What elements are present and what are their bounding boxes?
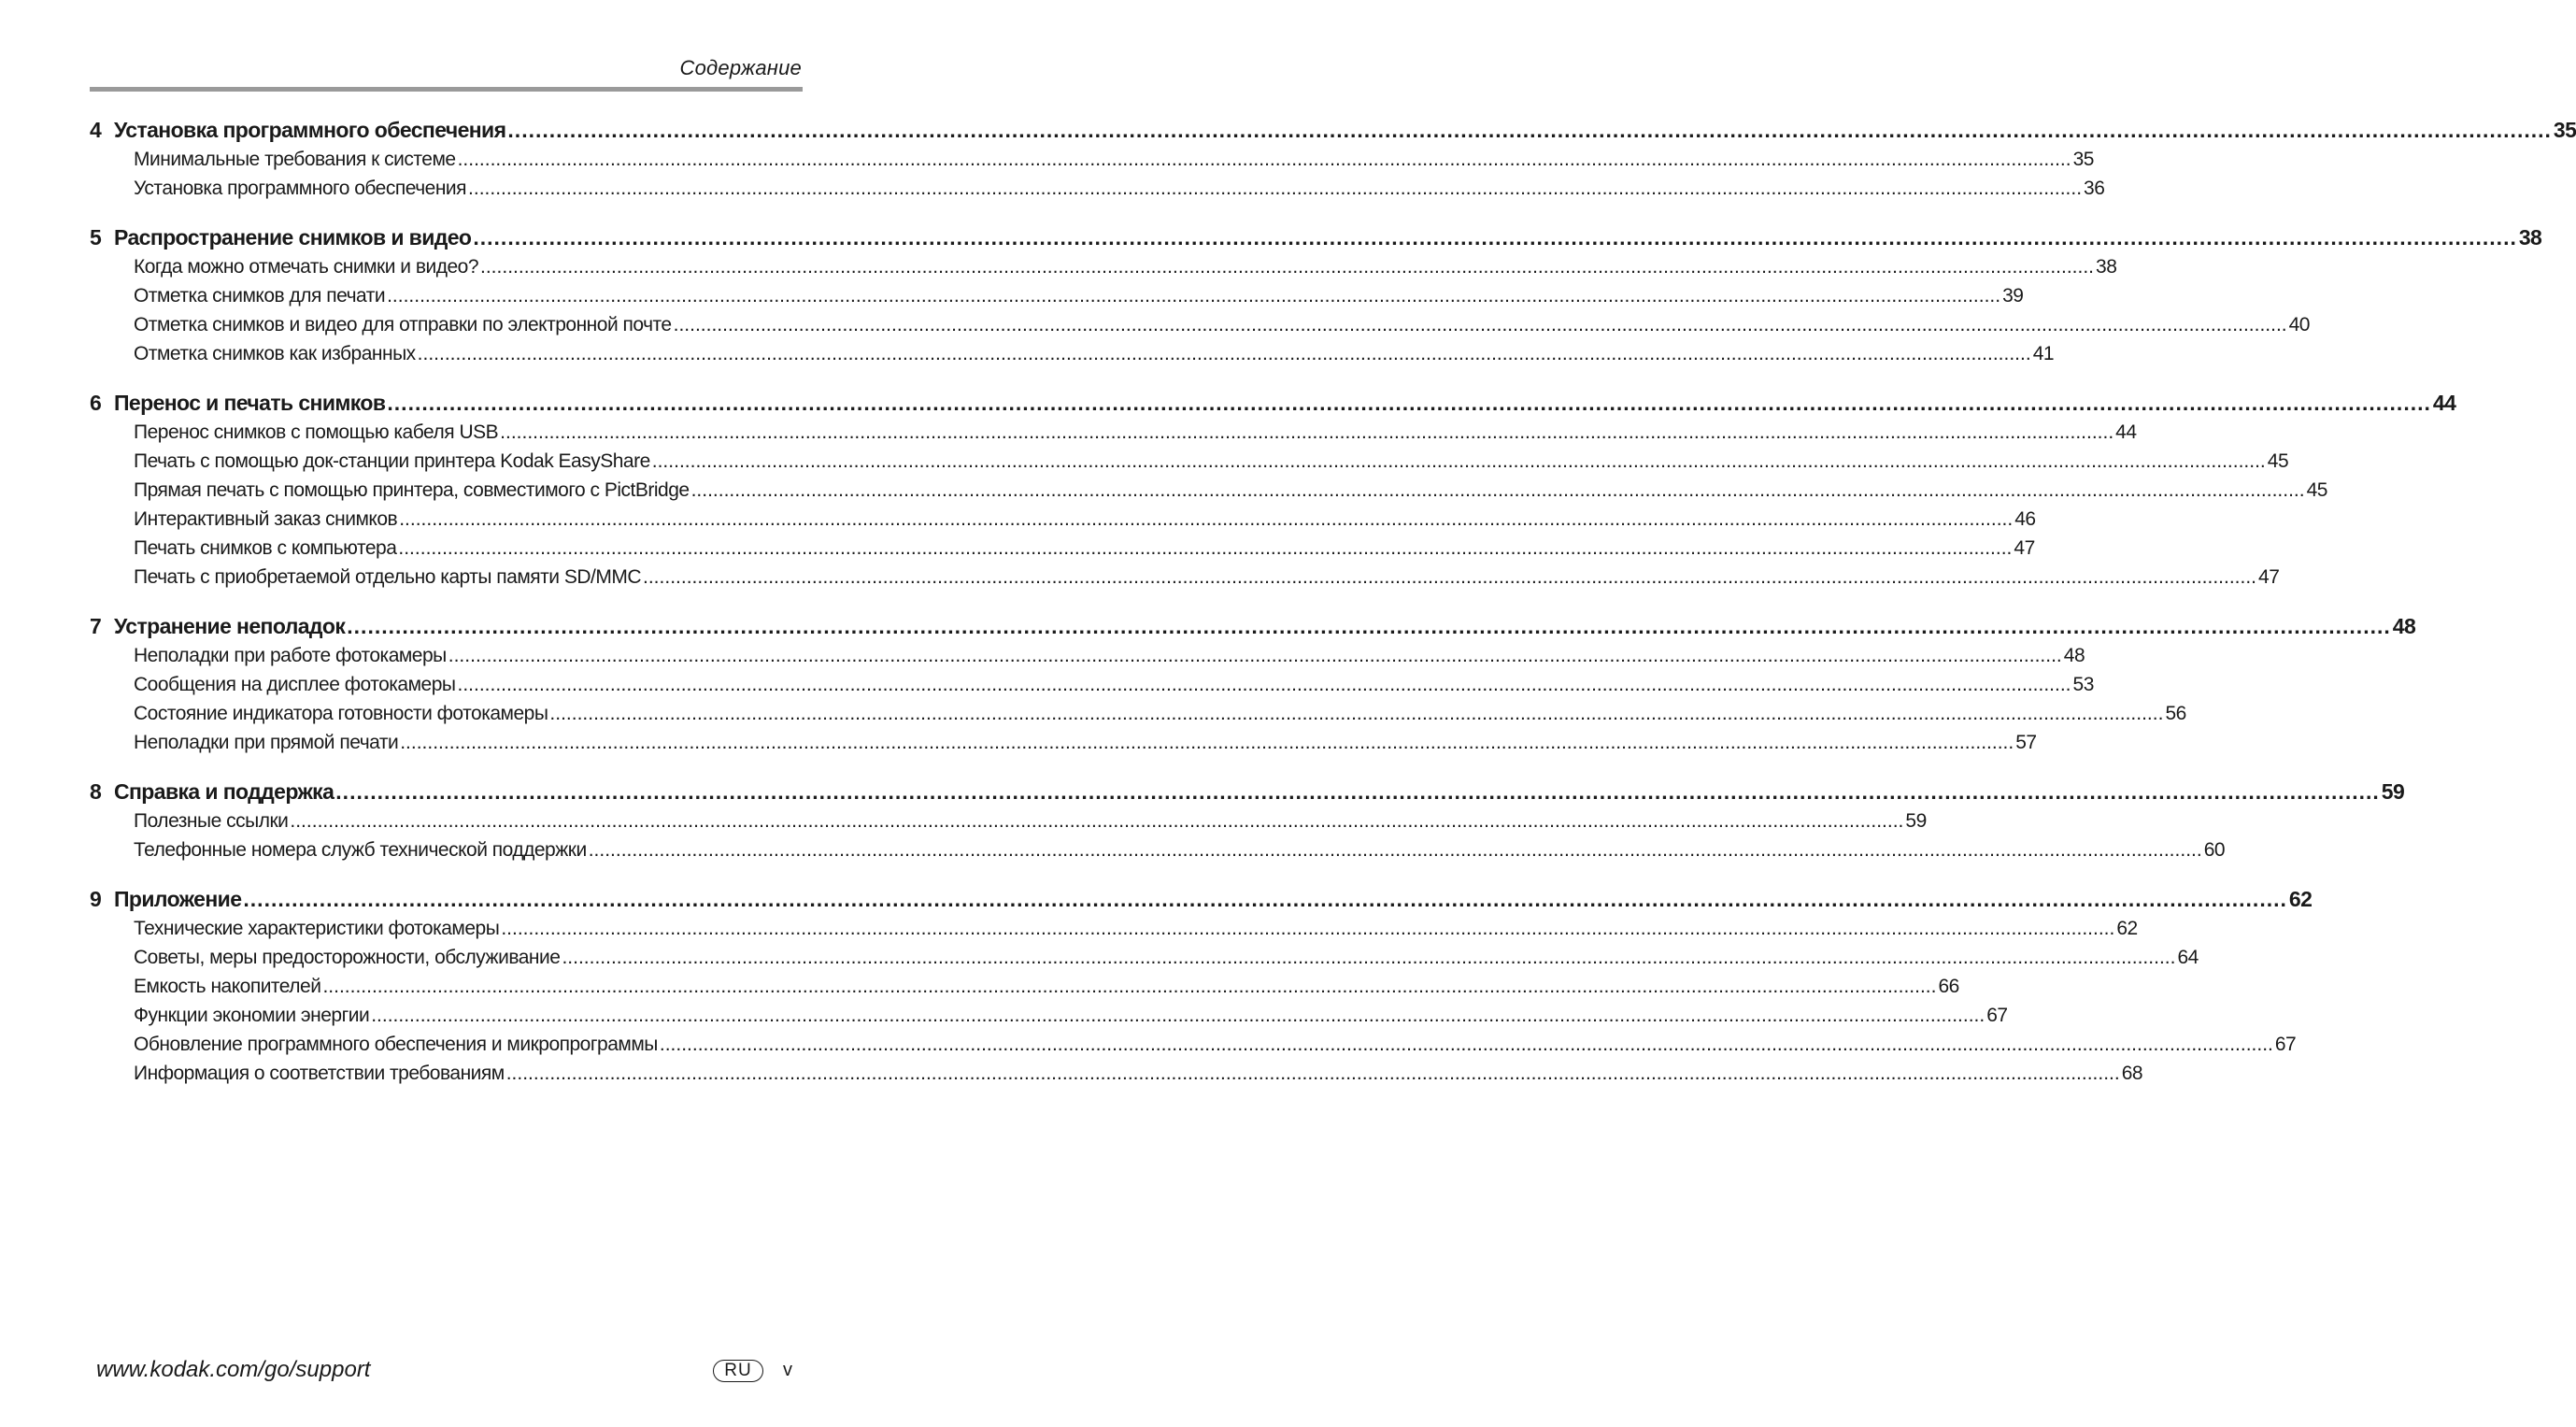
chapter-page-number: 44 xyxy=(2432,391,2456,415)
toc-chapter xyxy=(90,779,2405,868)
dot-leader xyxy=(674,314,2287,336)
section-title: Интерактивный заказ снимков xyxy=(134,508,398,530)
section-page-number: 48 xyxy=(2063,645,2085,666)
chapter-title: Справка и поддержка xyxy=(114,779,334,804)
dot-leader xyxy=(562,947,2175,969)
toc-section-entry[interactable] xyxy=(90,508,2036,537)
toc-section-entry[interactable] xyxy=(90,421,2137,450)
toc-section-entry[interactable] xyxy=(90,566,2280,595)
section-page-number: 39 xyxy=(2002,285,2024,307)
section-page-number: 68 xyxy=(2121,1063,2143,1084)
chapter-title: Распространение снимков и видео xyxy=(114,225,472,250)
chapter-number: 7 xyxy=(90,614,102,638)
toc-section-entry[interactable] xyxy=(90,256,2117,285)
section-page-number: 60 xyxy=(2203,839,2226,861)
section-page-number: 59 xyxy=(1905,810,1927,832)
section-title: Телефонные номера служб технической поддержки xyxy=(134,839,587,861)
dot-leader xyxy=(691,479,2305,502)
section-title: Неполадки при прямой печати xyxy=(134,732,399,753)
section-title: Советы, меры предосторожности, обслуживание xyxy=(134,947,561,968)
section-title: Отметка снимков для печати xyxy=(134,285,386,307)
section-page-number: 45 xyxy=(2306,479,2327,501)
section-page-number: 45 xyxy=(2267,450,2289,472)
section-title: Технические характеристики фотокамеры xyxy=(134,918,500,939)
section-page-number: 64 xyxy=(2177,947,2199,968)
toc-section-entry[interactable] xyxy=(90,839,2226,868)
section-page-number: 66 xyxy=(1938,976,1959,997)
section-page-number: 67 xyxy=(2274,1034,2297,1055)
section-title: Полезные ссылки xyxy=(134,810,289,832)
dot-leader xyxy=(400,732,2014,754)
section-page-number: 47 xyxy=(2258,566,2280,588)
chapter-number: 5 xyxy=(90,225,102,250)
footer-url-link[interactable]: www.kodak.com/go/support xyxy=(96,1357,371,1382)
chapter-number: 9 xyxy=(90,887,102,911)
chapter-number: 4 xyxy=(90,118,102,142)
toc-section-entry[interactable] xyxy=(90,314,2310,343)
section-page-number: 62 xyxy=(2116,918,2138,939)
section-title: Перенос снимков с помощью кабеля USB xyxy=(134,421,499,443)
toc-section-entry[interactable] xyxy=(90,285,2024,314)
section-title: Информация о соответствии требованиям xyxy=(134,1063,505,1084)
section-title: Печать с приобретаемой отдельно карты памяти SD/MMC xyxy=(134,566,642,588)
section-title: Печать с помощью док-станции принтера Kodak EasyShare xyxy=(134,450,650,472)
toc-chapter xyxy=(90,118,2576,207)
toc-section-entry[interactable] xyxy=(90,732,2037,761)
section-title: Состояние индикатора готовности фотокамеры xyxy=(134,703,548,724)
chapter-page-number: 38 xyxy=(2518,225,2542,250)
toc-chapter-entry[interactable] xyxy=(90,225,2542,256)
toc-chapter-entry[interactable] xyxy=(90,118,2576,149)
section-page-number: 41 xyxy=(2032,343,2055,364)
section-page-number: 40 xyxy=(2288,314,2310,335)
toc-chapter-entry[interactable] xyxy=(90,614,2416,645)
chapter-page-number: 35 xyxy=(2553,118,2576,142)
section-page-number: 36 xyxy=(2084,178,2105,199)
dot-leader xyxy=(468,178,2082,200)
toc-section-entry[interactable] xyxy=(90,479,2327,508)
header-rule xyxy=(90,87,803,92)
section-title: Сообщения на дисплее фотокамеры xyxy=(134,674,456,695)
chapter-page-number: 59 xyxy=(2381,779,2405,804)
dot-leader xyxy=(660,1034,2273,1056)
dot-leader xyxy=(549,703,2163,725)
section-page-number: 44 xyxy=(2115,421,2137,443)
toc-section-entry[interactable] xyxy=(90,674,2094,703)
dot-leader xyxy=(643,566,2256,589)
dot-leader xyxy=(387,285,2000,307)
toc-section-entry[interactable] xyxy=(90,1034,2297,1063)
toc-section-entry[interactable] xyxy=(90,343,2055,372)
dot-leader xyxy=(387,391,2430,416)
toc-section-entry[interactable] xyxy=(90,703,2186,732)
section-title: Минимальные требования к системе xyxy=(134,149,456,170)
section-title: Когда можно отмечать снимки и видео? xyxy=(134,256,479,278)
dot-leader xyxy=(347,614,2390,639)
dot-leader xyxy=(243,887,2286,912)
chapter-page-number: 48 xyxy=(2392,614,2416,638)
dot-leader xyxy=(322,976,1936,998)
chapter-title: Приложение xyxy=(114,887,242,911)
toc-section-entry[interactable] xyxy=(90,810,1927,839)
dot-leader xyxy=(458,674,2071,696)
dot-leader xyxy=(589,839,2202,862)
toc-section-entry[interactable] xyxy=(90,976,1959,1005)
toc-section-entry[interactable] xyxy=(90,1063,2143,1092)
toc-section-entry[interactable] xyxy=(90,149,2094,178)
chapter-number: 8 xyxy=(90,779,102,804)
toc-section-entry[interactable] xyxy=(90,947,2199,976)
chapter-page-number: 62 xyxy=(2288,887,2313,911)
section-title: Печать снимков с компьютера xyxy=(134,537,397,559)
toc-chapter-entry[interactable] xyxy=(90,391,2456,421)
section-title: Емкость накопителей xyxy=(134,976,321,997)
dot-leader xyxy=(480,256,2094,278)
dot-leader xyxy=(371,1005,1985,1027)
running-title: Содержание xyxy=(679,56,802,79)
section-title: Функции экономии энергии xyxy=(134,1005,370,1026)
toc-section-entry[interactable] xyxy=(90,537,2035,566)
section-title: Обновление программного обеспечения и микропрограммы xyxy=(134,1034,658,1055)
toc-section-entry[interactable] xyxy=(90,450,2289,479)
section-title: Неполадки при работе фотокамеры xyxy=(134,645,447,666)
page-number: v xyxy=(783,1360,792,1380)
section-page-number: 46 xyxy=(2014,508,2036,530)
dot-leader xyxy=(506,1063,2120,1085)
chapter-title: Устранение неполадок xyxy=(114,614,346,638)
section-page-number: 47 xyxy=(2014,537,2035,559)
chapter-title: Установка программного обеспечения xyxy=(114,118,506,142)
section-title: Отметка снимков как избранных xyxy=(134,343,416,364)
section-page-number: 53 xyxy=(2072,674,2094,695)
dot-leader xyxy=(501,918,2114,940)
toc-chapter xyxy=(90,614,2416,761)
toc-section-entry[interactable] xyxy=(90,918,2138,947)
toc-section-entry[interactable] xyxy=(90,645,2085,674)
dot-leader xyxy=(507,118,2551,143)
section-title: Отметка снимков и видео для отправки по электронной почте xyxy=(134,314,672,335)
section-page-number: 38 xyxy=(2096,256,2117,278)
section-page-number: 56 xyxy=(2165,703,2186,724)
dot-leader xyxy=(652,450,2266,473)
toc-chapter xyxy=(90,225,2542,372)
dot-leader xyxy=(458,149,2071,171)
table-of-contents xyxy=(90,118,2576,1110)
toc-chapter xyxy=(90,887,2313,1092)
section-page-number: 35 xyxy=(2072,149,2094,170)
toc-chapter-entry[interactable] xyxy=(90,887,2313,918)
section-title: Прямая печать с помощью принтера, совместимого с PictBridge xyxy=(134,479,690,501)
toc-section-entry[interactable] xyxy=(90,178,2105,207)
dot-leader xyxy=(473,225,2516,250)
dot-leader xyxy=(448,645,2062,667)
language-badge: RU xyxy=(713,1360,763,1382)
dot-leader xyxy=(399,508,2013,531)
dot-leader xyxy=(418,343,2031,365)
dot-leader xyxy=(398,537,2012,560)
chapter-title: Перенос и печать снимков xyxy=(114,391,386,415)
dot-leader xyxy=(500,421,2113,444)
toc-section-entry[interactable] xyxy=(90,1005,2008,1034)
section-page-number: 57 xyxy=(2015,732,2037,753)
section-page-number: 67 xyxy=(1986,1005,2008,1026)
dot-leader xyxy=(335,779,2379,805)
chapter-number: 6 xyxy=(90,391,102,415)
dot-leader xyxy=(290,810,1903,833)
toc-chapter xyxy=(90,391,2456,595)
section-title: Установка программного обеспечения xyxy=(134,178,467,199)
toc-chapter-entry[interactable] xyxy=(90,779,2405,810)
